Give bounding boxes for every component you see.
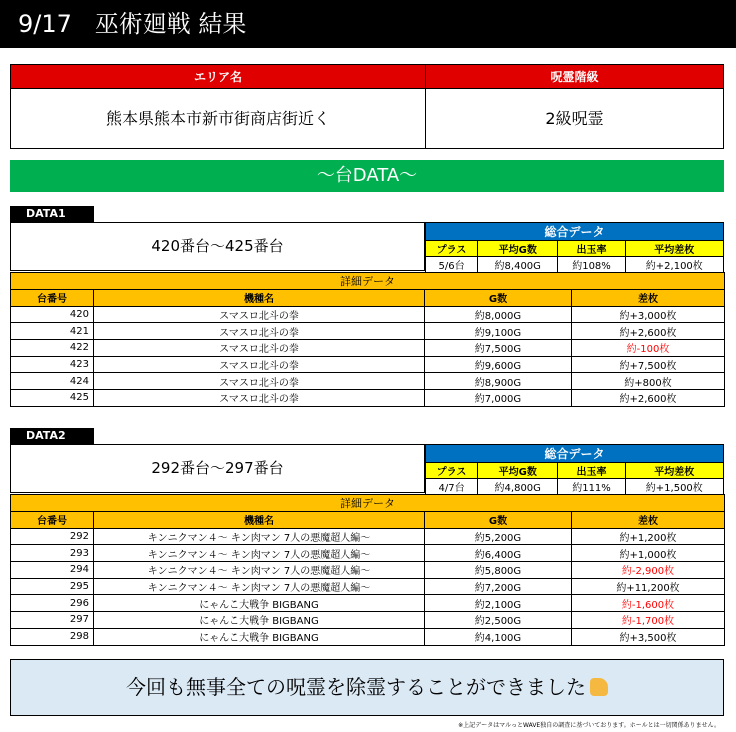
coin-diff: 約+11,200枚 [572,578,725,595]
coin-diff: 約+2,600枚 [572,323,725,340]
summary-header: 平均G数 [478,241,558,257]
grade-value: 2級呪霊 [545,109,604,128]
data2-range: 292番台～297番台 [10,444,425,493]
area-name-column [11,65,426,148]
game-count: 約7,500G [425,340,572,357]
data2-tab: DATA2 [10,428,94,444]
table-row [11,356,725,373]
machine-number: 422 [11,340,94,357]
table-row [11,340,725,357]
machine-model: スマスロ北斗の拳 [94,340,425,357]
summary-payout-rate: 約108% [558,257,625,273]
area-name-label: エリア名 [11,65,425,89]
table-row [11,528,725,545]
machine-model: スマスロ北斗の拳 [94,390,425,407]
table-row [11,545,725,562]
machine-model: にゃんこ大戦争 BIGBANG [94,595,425,612]
summary-caption: 総合データ [426,223,724,241]
game-count: 約2,100G [425,595,572,612]
detail-header: 台番号 [11,512,94,529]
summary-plus: 5/6台 [426,257,478,273]
detail-header: G数 [425,290,572,307]
detail-header: 台番号 [11,290,94,307]
summary-avg-games: 約4,800G [478,479,558,495]
table-row [11,373,725,390]
machine-number: 420 [11,306,94,323]
header-title: 巫術廻戦 結果 [94,10,247,38]
machine-model: にゃんこ大戦争 BIGBANG [94,628,425,645]
summary-header: プラス [426,463,478,479]
data2-detail-table [10,494,725,646]
coin-diff: 約-1,600枚 [572,595,725,612]
data1-tab: DATA1 [10,206,94,222]
summary-caption: 総合データ [426,445,724,463]
game-count: 約5,800G [425,562,572,579]
area-name-value: 熊本県熊本市新市街商店街近く [105,109,330,128]
table-row [11,390,725,407]
table-row [11,595,725,612]
thumbs-up-icon [590,678,608,696]
detail-header: G数 [425,512,572,529]
disclaimer-note: ※上記データはマルっとWAVE独自の調査に基づいております。ホールとは一切関係ありません。 [458,722,720,729]
grade-column [426,65,723,148]
table-row [11,323,725,340]
machine-number: 424 [11,373,94,390]
table-row [11,306,725,323]
table-row [11,628,725,645]
coin-diff: 約-100枚 [572,340,725,357]
grade-label: 呪霊階級 [426,65,723,89]
summary-avg-diff: 約+2,100枚 [625,257,723,273]
machine-model: キンニクマン４～ キン肉マン 7人の悪魔超人編～ [94,578,425,595]
machine-number: 298 [11,628,94,645]
table-row [11,562,725,579]
game-count: 約4,100G [425,628,572,645]
game-count: 約9,600G [425,356,572,373]
result-message-text: 今回も無事全ての呪霊を除霊することができました [126,675,586,699]
machine-number: 425 [11,390,94,407]
game-count: 約5,200G [425,528,572,545]
summary-header: 平均G数 [478,463,558,479]
data1-summary-table [425,222,724,273]
machine-number: 423 [11,356,94,373]
detail-header: 差枚 [572,290,725,307]
data2-summary-table [425,444,724,495]
game-count: 約6,400G [425,545,572,562]
summary-payout-rate: 約111% [558,479,625,495]
header-date: 9/17 [18,10,72,38]
page-header [0,0,736,48]
machine-number: 421 [11,323,94,340]
coin-diff: 約+2,600枚 [572,390,725,407]
table-row [11,578,725,595]
machine-number: 294 [11,562,94,579]
coin-diff: 約+3,000枚 [572,306,725,323]
machine-model: にゃんこ大戦争 BIGBANG [94,612,425,629]
detail-header: 機種名 [94,290,425,307]
coin-diff: 約+3,500枚 [572,628,725,645]
summary-header: プラス [426,241,478,257]
machine-number: 293 [11,545,94,562]
machine-number: 296 [11,595,94,612]
coin-diff: 約+1,000枚 [572,545,725,562]
data1-detail-table [10,272,725,407]
coin-diff: 約+1,200枚 [572,528,725,545]
machine-number: 292 [11,528,94,545]
summary-avg-diff: 約+1,500枚 [625,479,723,495]
machine-model: キンニクマン４～ キン肉マン 7人の悪魔超人編～ [94,528,425,545]
detail-caption: 詳細データ [11,495,725,512]
data-banner: ～台DATA～ [10,160,724,192]
summary-plus: 4/7台 [426,479,478,495]
game-count: 約8,000G [425,306,572,323]
area-info-table [10,64,724,149]
machine-model: キンニクマン４～ キン肉マン 7人の悪魔超人編～ [94,562,425,579]
detail-header: 差枚 [572,512,725,529]
coin-diff: 約+7,500枚 [572,356,725,373]
game-count: 約2,500G [425,612,572,629]
machine-model: スマスロ北斗の拳 [94,306,425,323]
game-count: 約9,100G [425,323,572,340]
table-row [11,612,725,629]
summary-header: 出玉率 [558,463,625,479]
game-count: 約7,000G [425,390,572,407]
coin-diff: 約-1,700枚 [572,612,725,629]
machine-model: キンニクマン４～ キン肉マン 7人の悪魔超人編～ [94,545,425,562]
machine-model: スマスロ北斗の拳 [94,373,425,390]
machine-number: 297 [11,612,94,629]
summary-header: 平均差枚 [625,463,723,479]
summary-avg-games: 約8,400G [478,257,558,273]
summary-header: 出玉率 [558,241,625,257]
machine-model: スマスロ北斗の拳 [94,356,425,373]
game-count: 約7,200G [425,578,572,595]
result-message [10,659,724,716]
coin-diff: 約+800枚 [572,373,725,390]
detail-header: 機種名 [94,512,425,529]
machine-model: スマスロ北斗の拳 [94,323,425,340]
game-count: 約8,900G [425,373,572,390]
machine-number: 295 [11,578,94,595]
data1-range: 420番台～425番台 [10,222,425,271]
coin-diff: 約-2,900枚 [572,562,725,579]
detail-caption: 詳細データ [11,273,725,290]
summary-header: 平均差枚 [625,241,723,257]
